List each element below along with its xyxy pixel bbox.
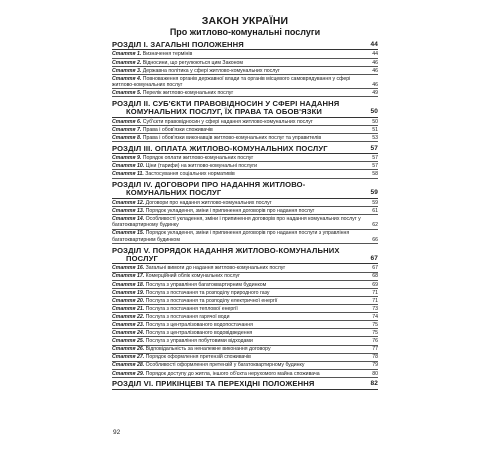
section-heading <box>112 100 378 118</box>
section-heading <box>112 41 378 50</box>
article-number: Стаття 8. <box>112 134 142 141</box>
article-number: Стаття 7. <box>112 126 142 133</box>
entry-page-number: 71 <box>372 297 378 304</box>
toc-entry <box>112 330 378 337</box>
article-number: Стаття 10. <box>112 163 145 170</box>
article-number: Стаття 24. <box>112 330 145 337</box>
section-title-continuation: КОМУНАЛЬНИХ ПОСЛУГ <box>126 188 222 198</box>
entry-page-number: 51 <box>372 126 378 133</box>
entry-page-number: 50 <box>372 118 378 125</box>
entry-page-number: 46 <box>372 67 378 74</box>
article-number: Стаття 15. <box>112 230 145 237</box>
section-page-number: 67 <box>370 254 378 262</box>
entry-page-number: 69 <box>372 281 378 288</box>
entry-page-number: 79 <box>372 362 378 369</box>
article-title: Особливості укладення, зміни і припинення договорів про надання комунальних послуг у багатоквартирному будинку <box>112 216 361 229</box>
article-number: Стаття 1. <box>112 51 142 58</box>
article-title: Послуга з постачання теплової енергії <box>144 305 238 312</box>
toc-entry <box>112 155 378 162</box>
toc-entry <box>112 216 378 230</box>
article-title: Порядок укладення, зміни і припинення договорів про надання послуги з управління багатоквартирним будинком <box>112 230 350 243</box>
article-title: Застосування соціальних нормативів <box>143 171 235 178</box>
article-title: Визначення термінів <box>141 51 193 58</box>
toc-entry <box>112 90 378 97</box>
entry-page-number: 75 <box>372 330 378 337</box>
article-number: Стаття 14. <box>112 216 145 223</box>
section-heading <box>112 181 378 199</box>
article-number: Стаття 11. <box>112 171 144 178</box>
section-title: РОЗДІЛ VI. ПРИКІНЦЕВІ ТА ПЕРЕХІДНІ ПОЛОЖЕННЯ <box>112 379 315 389</box>
toc-entry <box>112 265 378 272</box>
entry-page-number: 76 <box>372 338 378 345</box>
section-title-continuation: КОМУНАЛЬНИХ ПОСЛУГ, ЇХ ПРАВА ТА ОБОВ'ЯЗКИ <box>126 107 323 117</box>
toc-entry <box>112 273 378 280</box>
entry-page-number: 73 <box>372 305 378 312</box>
article-title: Перелік житлово-комунальних послуг <box>141 90 234 97</box>
entry-page-number: 80 <box>372 370 378 377</box>
article-title: Права і обов'язки виконавців житлово-комунальних послуг та управителів <box>141 134 322 141</box>
section-page-number: 50 <box>370 108 378 116</box>
article-title: Повноваження органів державної влади та органів місцевого самоврядування у сфері житлово-комунальних послуг <box>112 75 351 88</box>
article-title: Загальні вимоги до надання житлово-комунальних послуг <box>144 265 286 272</box>
article-number: Стаття 3. <box>112 67 142 74</box>
section-page-number: 82 <box>370 380 378 388</box>
article-number: Стаття 17. <box>112 273 145 280</box>
toc-entry <box>112 163 378 170</box>
article-title: Відповідальність за неналежне виконання договору <box>144 346 271 353</box>
entry-page-number: 46 <box>372 81 378 88</box>
article-number: Стаття 12. <box>112 199 145 206</box>
entry-page-number: 46 <box>372 59 378 66</box>
toc-entry <box>112 127 378 134</box>
article-title: Особливості оформлення претензій у багатоквартирному будинку <box>144 362 305 369</box>
document-title: ЗАКОН УКРАЇНИ <box>201 15 289 27</box>
entry-page-number: 78 <box>372 354 378 361</box>
article-title: Послуга з постачання гарячої води <box>144 313 230 320</box>
entry-page-number: 53 <box>372 134 378 141</box>
entry-page-number: 57 <box>372 155 378 162</box>
section-title: РОЗДІЛ II. СУБ'ЄКТИ ПРАВОВІДНОСИН У СФЕРІ НАДАННЯ <box>112 98 340 108</box>
article-number: Стаття 28. <box>112 362 145 369</box>
article-number: Стаття 2. <box>112 59 142 66</box>
toc-entry <box>112 135 378 142</box>
article-number: Стаття 21. <box>112 305 145 312</box>
article-title: Послуга з централізованого водопостачання <box>144 322 253 329</box>
toc-entry <box>112 371 378 378</box>
article-number: Стаття 13. <box>112 207 145 214</box>
entry-page-number: 75 <box>372 322 378 329</box>
toc-entry <box>112 60 378 67</box>
toc-entry <box>112 306 378 313</box>
entry-page-number: 66 <box>372 236 378 243</box>
section-heading <box>112 380 378 389</box>
section-title: РОЗДІЛ III. ОПЛАТА ЖИТЛОВО-КОМУНАЛЬНИХ ПОСЛУГ <box>112 143 328 153</box>
section-title-continuation: ПОСЛУГ <box>126 253 158 263</box>
toc-entry <box>112 362 378 369</box>
article-number: Стаття 19. <box>112 289 145 296</box>
article-number: Стаття 18. <box>112 281 145 288</box>
toc-entry <box>112 290 378 297</box>
section-page-number: 59 <box>370 189 378 197</box>
entry-page-number: 71 <box>372 289 378 296</box>
article-number: Стаття 27. <box>112 354 145 361</box>
entry-page-number: 59 <box>372 199 378 206</box>
toc-entry <box>112 314 378 321</box>
article-number: Стаття 5. <box>112 90 142 97</box>
toc-entry <box>112 171 378 178</box>
toc-entry <box>112 51 378 58</box>
entry-page-number: 67 <box>372 265 378 272</box>
section-title: РОЗДІЛ І. ЗАГАЛЬНІ ПОЛОЖЕННЯ <box>112 40 244 49</box>
article-number: Стаття 20. <box>112 297 145 304</box>
toc-entry <box>112 346 378 353</box>
toc-entry <box>112 230 378 244</box>
table-of-contents-page <box>112 15 378 391</box>
toc-entry <box>112 200 378 207</box>
toc-entry <box>112 322 378 329</box>
article-number: Стаття 29. <box>112 370 145 377</box>
article-number: Стаття 22. <box>112 313 145 320</box>
article-title: Порядок оформлення претензій споживачів <box>144 354 251 361</box>
section-title: РОЗДІЛ IV. ДОГОВОРИ ПРО НАДАННЯ ЖИТЛОВО- <box>112 180 306 190</box>
entry-page-number: 44 <box>372 51 378 58</box>
article-title: Порядок укладення, зміни і припинення договорів про надання послуг <box>144 207 315 214</box>
article-title: Ціни (тарифи) на житлово-комунальні послуги <box>144 163 258 170</box>
article-title: Послуга з управління багатоквартирним будинком <box>144 281 267 288</box>
article-title: Порядок оплати житлово-комунальних послуг <box>141 155 254 162</box>
article-title: Договори про надання житлово-комунальних послуг <box>144 199 272 206</box>
toc-entry <box>112 76 378 90</box>
section-heading <box>112 145 378 154</box>
article-title: Відносини, що регулюються цим Законом <box>141 59 243 66</box>
toc-entry <box>112 354 378 361</box>
article-title: Суб'єкти правовідносин у сфері надання житлово-комунальних послуг <box>141 118 313 125</box>
entry-page-number: 61 <box>372 207 378 214</box>
toc-entry <box>112 208 378 215</box>
entry-page-number: 58 <box>372 171 378 178</box>
article-title: Порядок доступу до житла, іншого об'єкта нерухомого майна споживача <box>144 370 320 377</box>
entry-page-number: 62 <box>372 222 378 229</box>
entry-page-number: 57 <box>372 163 378 170</box>
entry-page-number: 49 <box>372 90 378 97</box>
article-title: Послуга з централізованого водовідведення <box>144 330 253 337</box>
section-heading <box>112 247 378 265</box>
document-subtitle: Про житлово-комунальні послуги <box>169 27 321 37</box>
article-title: Права і обов'язки споживачів <box>141 126 213 133</box>
article-title: Комерційний облік комунальних послуг <box>144 273 241 280</box>
page-number: 92 <box>113 429 121 436</box>
article-number: Стаття 16. <box>112 265 145 272</box>
article-title: Послуга з постачання та розподілу електричної енергії <box>144 297 278 304</box>
article-number: Стаття 23. <box>112 322 145 329</box>
article-number: Стаття 25. <box>112 338 145 345</box>
toc-entry <box>112 119 378 126</box>
section-page-number: 57 <box>370 144 378 152</box>
article-number: Стаття 4. <box>112 75 142 82</box>
entry-page-number: 77 <box>372 346 378 353</box>
toc-entry <box>112 338 378 345</box>
toc-entry <box>112 68 378 75</box>
article-title: Державна політика у сфері житлово-комунальних послуг <box>141 67 280 74</box>
entry-page-number: 68 <box>372 273 378 280</box>
article-number: Стаття 9. <box>112 155 142 162</box>
article-title: Послуга з постачання та розподілу природного газу <box>144 289 270 296</box>
article-number: Стаття 26. <box>112 346 145 353</box>
toc-entry <box>112 298 378 305</box>
section-title: РОЗДІЛ V. ПОРЯДОК НАДАННЯ ЖИТЛОВО-КОМУНАЛЬНИХ <box>112 245 340 255</box>
article-number: Стаття 6. <box>112 118 142 125</box>
toc-entry <box>112 282 378 289</box>
article-title: Послуга з управління побутовими відходами <box>144 338 253 345</box>
section-page-number: 44 <box>370 41 378 48</box>
entry-page-number: 74 <box>372 313 378 320</box>
